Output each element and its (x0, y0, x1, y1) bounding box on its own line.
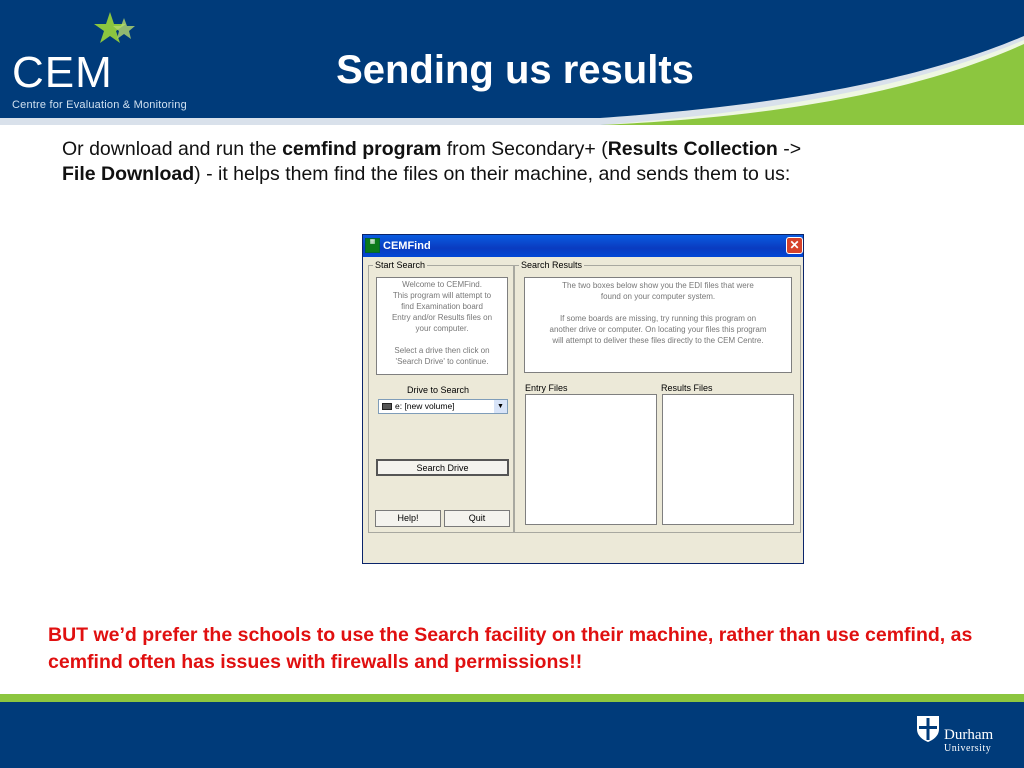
durham-crest-icon (916, 715, 940, 743)
window-titlebar[interactable] (363, 235, 803, 257)
start-search-label: Start Search (375, 260, 426, 270)
app-icon: ▦ (365, 238, 380, 253)
info-line: another drive or computer. On locating your files this program (549, 325, 767, 334)
cem-logo-subtitle: Centre for Evaluation & Monitoring (12, 99, 187, 111)
info-line: The two boxes below show you the EDI files that were (562, 281, 754, 290)
welcome-text-box (376, 277, 508, 375)
intro-text-3: -> (777, 138, 802, 160)
welcome-line: This program will attempt to (392, 291, 492, 300)
select-line: 'Search Drive' to continue. (395, 357, 489, 366)
cemfind-window (362, 234, 804, 564)
intro-text-1: Or download and run the (62, 138, 283, 160)
intro-bold-1: cemfind program (282, 138, 442, 160)
help-button[interactable]: Help! (375, 510, 441, 527)
footer-accent-line (0, 694, 1024, 702)
entry-files-list[interactable] (525, 394, 657, 525)
drive-icon (382, 403, 392, 410)
close-icon[interactable]: ✕ (786, 237, 803, 254)
slide-title: Sending us results (336, 48, 694, 92)
slide-footer (0, 694, 1024, 768)
welcome-line: find Examination board (401, 302, 483, 311)
entry-files-label: Entry Files (525, 383, 568, 393)
intro-text-2: from Secondary+ ( (441, 138, 608, 160)
intro-bold-2: Results Collection (607, 138, 778, 160)
info-line: If some boards are missing, try running this program on (559, 314, 757, 323)
select-line: Select a drive then click on (394, 346, 490, 355)
search-results-group (514, 260, 801, 533)
welcome-line: Entry and/or Results files on (391, 313, 493, 322)
drive-to-search-label: Drive to Search (407, 385, 470, 395)
footer-bar (0, 702, 1024, 768)
drive-select-value: e: [new volume] (395, 401, 455, 411)
welcome-line: your computer. (415, 324, 469, 333)
durham-logo-subtitle: University (944, 743, 992, 754)
welcome-line: Welcome to CEMFind. (402, 280, 482, 289)
results-files-label: Results Files (661, 383, 713, 393)
search-results-label: Search Results (521, 260, 583, 270)
warning-note: BUT we’d prefer the schools to use the Search facility on their machine, rather than use cemfind, as cemfind often has issues with firewalls and permissions!! (48, 624, 973, 673)
intro-paragraph (62, 137, 962, 187)
info-line: found on your computer system. (600, 292, 716, 301)
results-files-list[interactable] (662, 394, 794, 525)
quit-button[interactable]: Quit (444, 510, 510, 527)
cem-logo: CEM (12, 48, 113, 97)
durham-logo-text: Durham (944, 727, 994, 743)
results-info-box (524, 277, 792, 373)
window-title: CEMFind (383, 240, 431, 252)
drive-select[interactable] (378, 399, 508, 414)
start-search-group (368, 260, 514, 533)
intro-bold-3: File Download (62, 163, 195, 185)
info-line: will attempt to deliver these files directly to the CEM Centre. (552, 336, 764, 345)
intro-text-4: ) - it helps them find the files on their machine, and sends them to us: (194, 163, 791, 185)
chevron-down-icon[interactable]: ▼ (494, 400, 507, 413)
slide-header (0, 0, 1024, 125)
search-drive-button[interactable]: Search Drive (376, 459, 509, 476)
